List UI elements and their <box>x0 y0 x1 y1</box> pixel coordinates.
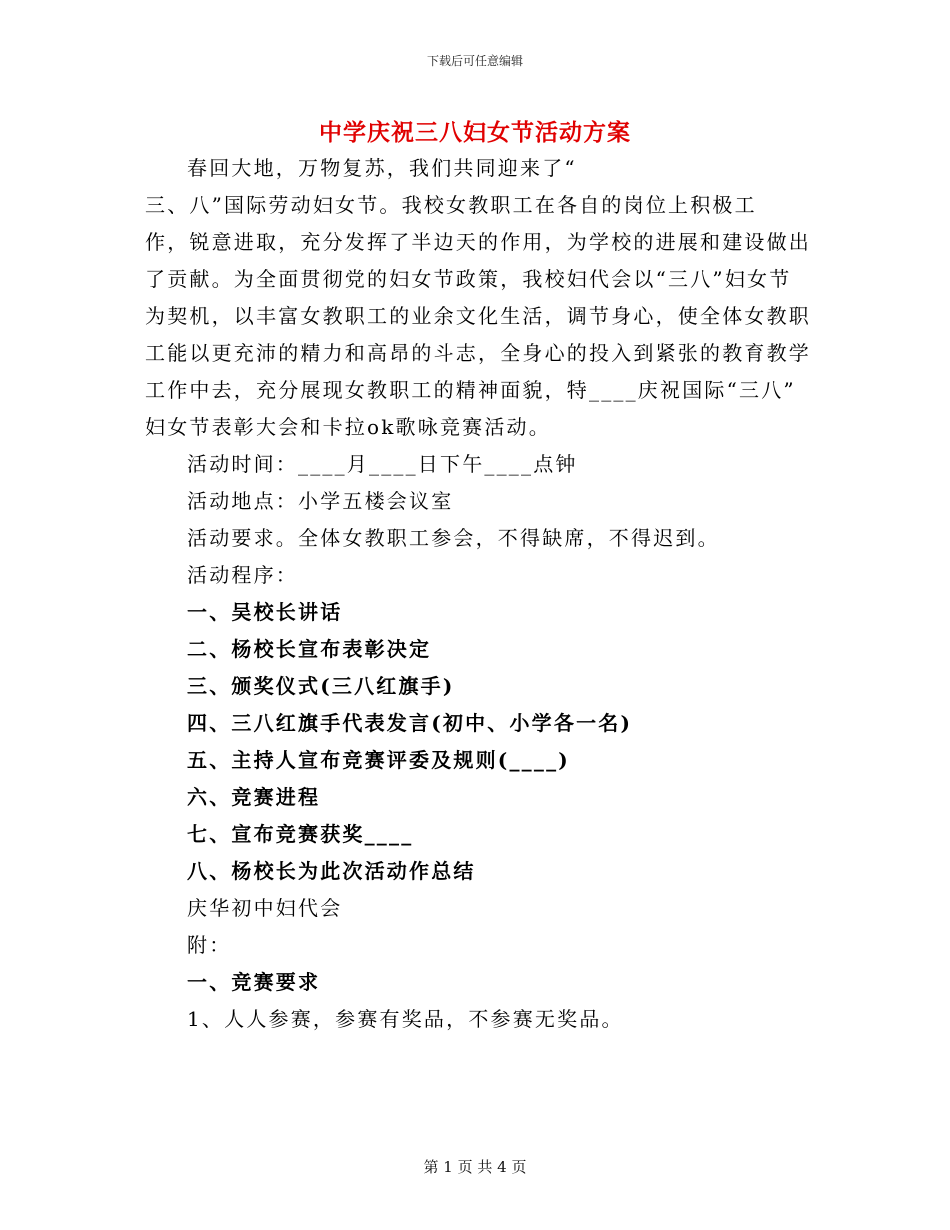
page-footer: 第 1 页 共 4 页 <box>423 1158 527 1176</box>
program-item: 二、杨校长宣布表彰决定 <box>187 637 432 661</box>
organizer: 庆华初中妇代会 <box>187 896 343 920</box>
document-title: 中学庆祝三八妇女节活动方案 <box>319 119 631 146</box>
activity-requirement: 活动要求。全体女教职工参会，不得缺席，不得迟到。 <box>187 526 720 550</box>
program-item: 四、三八红旗手代表发言(初中、小学各一名) <box>187 711 633 735</box>
program-item: 八、杨校长为此次活动作总结 <box>187 859 476 883</box>
intro-first-line: 春回大地，万物复苏，我们共同迎来了“ <box>187 156 577 180</box>
intro-line: 为契机，以丰富女教职工的业余文化生活，调节身心，使全体女教职 <box>145 304 811 328</box>
intro-line: 了贡献。为全面贯彻党的妇女节政策，我校妇代会以“三八”妇女节 <box>145 267 792 291</box>
document-body <box>145 150 811 1038</box>
program-item: 三、颁奖仪式(三八红旗手) <box>187 674 455 698</box>
intro-line: 作，锐意进取，充分发挥了半边天的作用，为学校的进展和建设做出 <box>145 230 811 254</box>
intro-line: 工作中去，充分展现女教职工的精神面貌，特____庆祝国际“三八” <box>145 378 796 402</box>
intro-line: 三、八”国际劳动妇女节。我校女教职工在各自的岗位上积极工 <box>145 193 757 217</box>
section-heading: 一、竞赛要求 <box>187 970 321 994</box>
activity-place: 活动地点：小学五楼会议室 <box>187 489 454 513</box>
activity-time: 活动时间：____月____日下午____点钟 <box>187 452 578 476</box>
page-header: 下载后可任意编辑 <box>426 54 523 68</box>
program-item: 一、吴校长讲话 <box>187 600 343 624</box>
appendix-label: 附： <box>187 933 232 957</box>
program-item: 六、竞赛进程 <box>187 785 321 809</box>
program-item: 五、主持人宣布竞赛评委及规则(____) <box>187 748 570 772</box>
intro-line: 工能以更充沛的精力和高昂的斗志，全身心的投入到紧张的教育教学 <box>145 341 811 365</box>
intro-line: 妇女节表彰大会和卡拉ok歌咏竞赛活动。 <box>145 415 551 439</box>
rule-item: 1、人人参赛，参赛有奖品，不参赛无奖品。 <box>187 1007 624 1031</box>
activity-program-label: 活动程序： <box>187 563 298 587</box>
program-item: 七、宣布竞赛获奖____ <box>187 822 414 846</box>
